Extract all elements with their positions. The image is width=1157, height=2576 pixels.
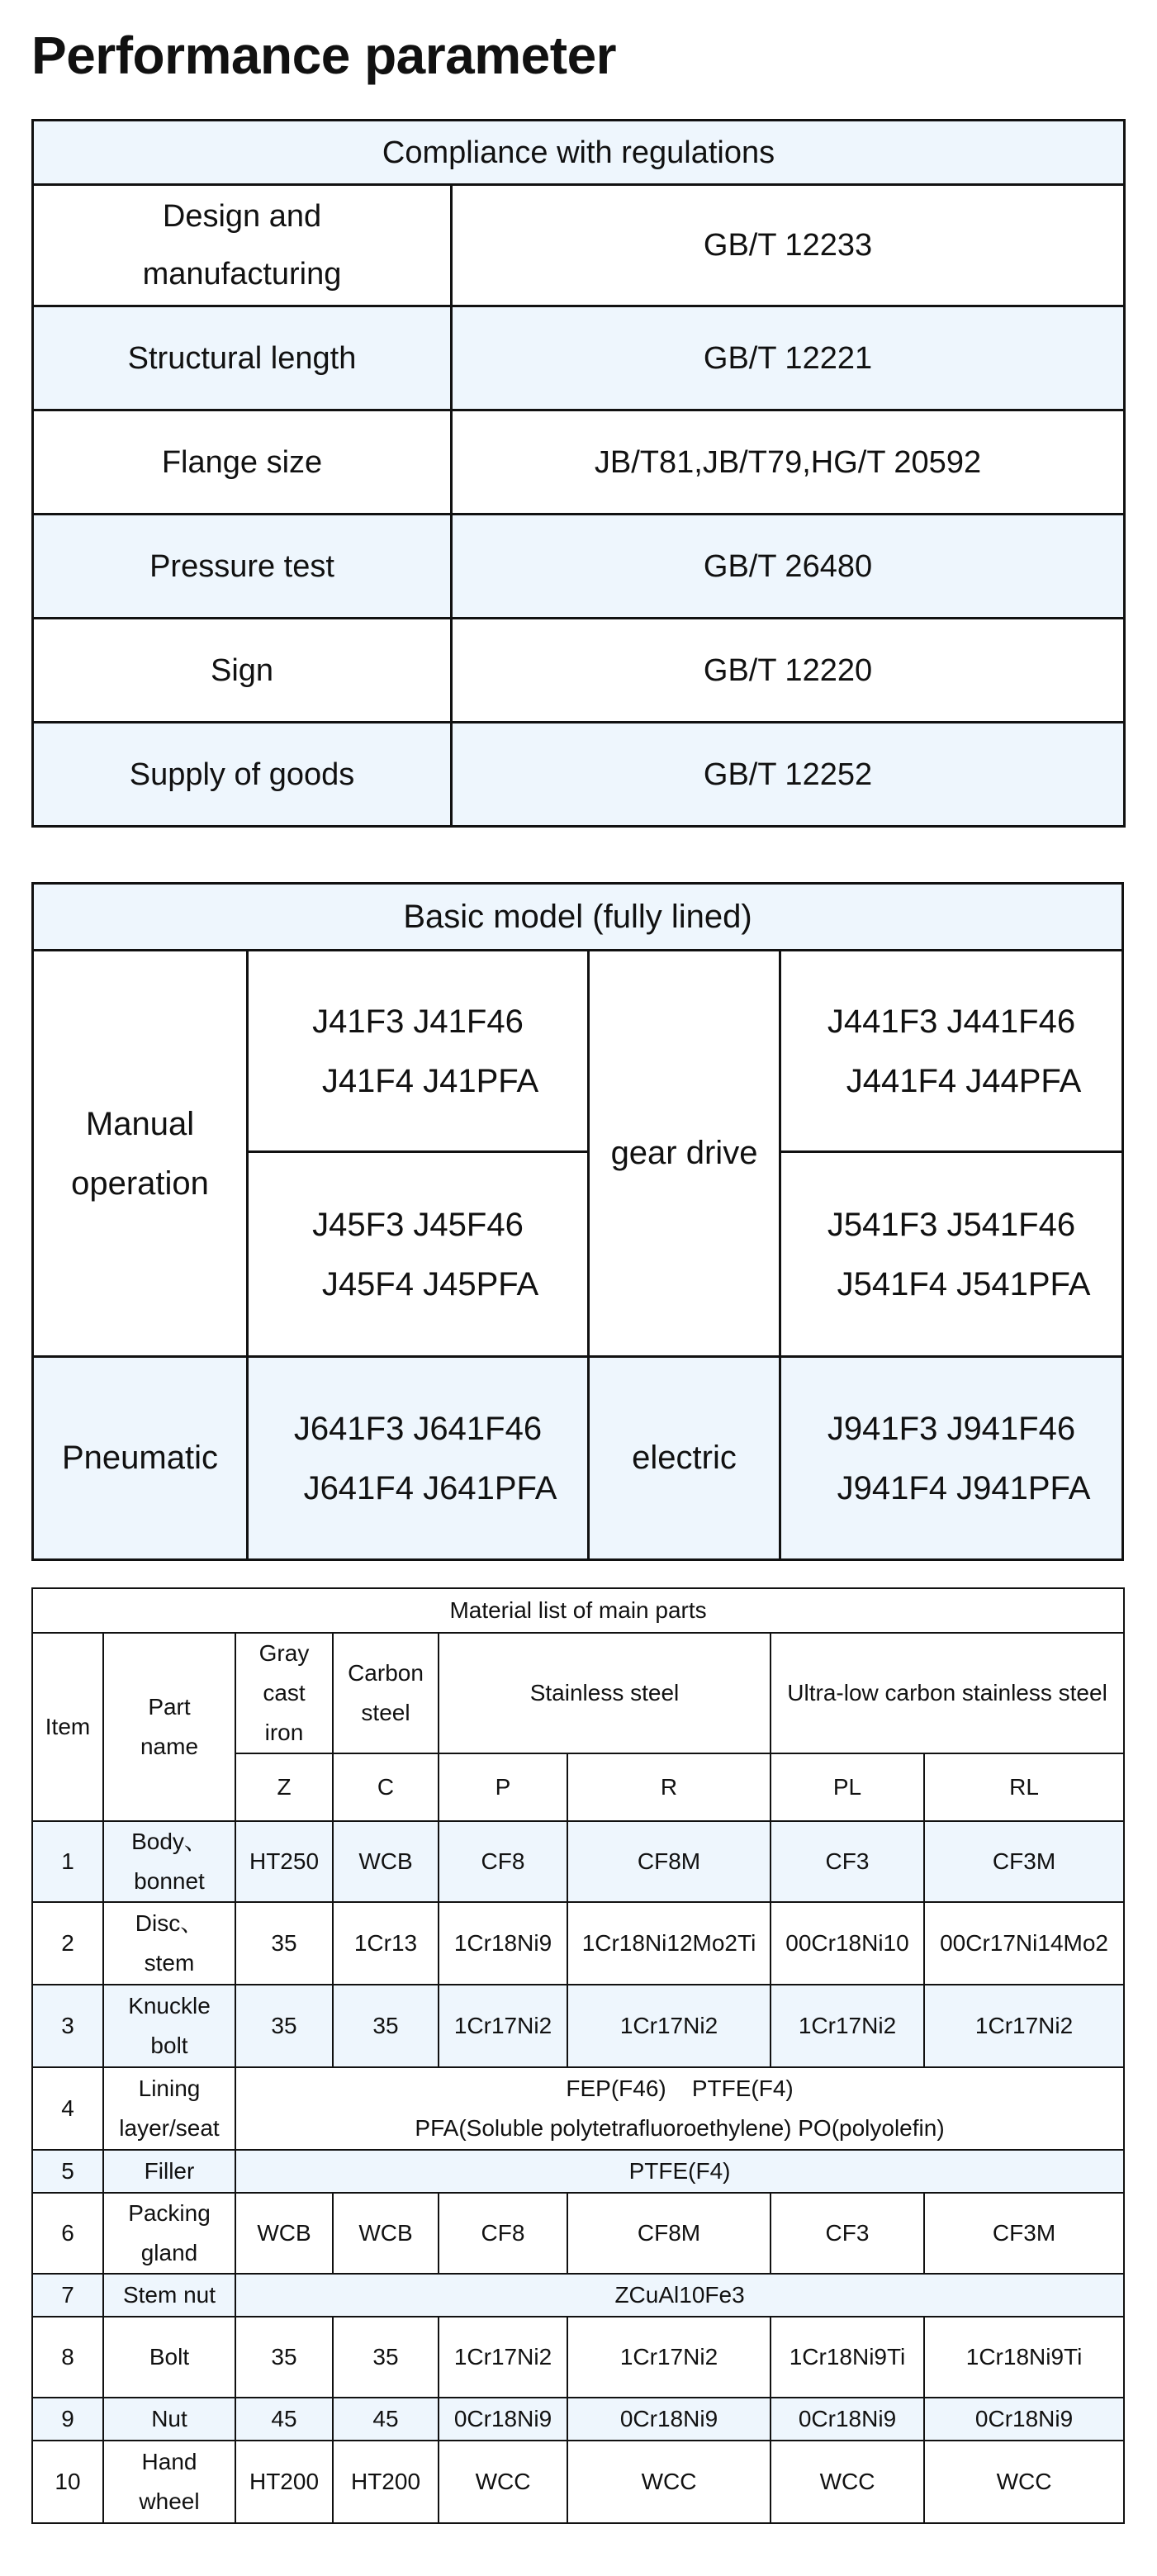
- part-cell: Packing gland: [103, 2193, 235, 2274]
- model-line: J441F4 J44PFA: [846, 1062, 1082, 1099]
- compliance-value: GB/T 12221: [452, 306, 1125, 410]
- material-cell: 35: [235, 2317, 333, 2398]
- table-row: [32, 2067, 1124, 2150]
- basic-model-header: Basic model (fully lined): [33, 884, 1123, 951]
- code-cell: PL: [771, 1753, 924, 1821]
- table-row: [32, 2193, 1124, 2274]
- compliance-value: JB/T81,JB/T79,HG/T 20592: [452, 410, 1125, 515]
- col-carbon-header: Carbon steel: [333, 1633, 439, 1753]
- item-cell: 7: [32, 2274, 103, 2317]
- material-cell: CF3: [771, 1821, 924, 1902]
- material-cell: 1Cr17Ni2: [567, 1985, 771, 2067]
- model-line: J41F4 J41PFA: [321, 1062, 539, 1099]
- material-span-line: FEP(F46) PTFE(F4): [566, 2076, 794, 2101]
- materials-header: Material list of main parts: [32, 1588, 1124, 1633]
- material-cell: WCB: [235, 2193, 333, 2274]
- material-cell: 1Cr18Ni9: [439, 1902, 567, 1985]
- model-line: J941F4 J941PFA: [837, 1469, 1091, 1506]
- material-cell: CF8: [439, 2193, 567, 2274]
- material-cell: CF3: [771, 2193, 924, 2274]
- gear-drive-label: gear drive: [589, 951, 780, 1357]
- page-title: Performance parameter: [31, 26, 617, 85]
- model-cell: [248, 1357, 589, 1560]
- material-cell: 1Cr17Ni2: [771, 1985, 924, 2067]
- material-cell: WCB: [333, 1821, 439, 1902]
- compliance-label: Structural length: [33, 306, 452, 410]
- material-cell: WCC: [439, 2441, 567, 2523]
- item-cell: 6: [32, 2193, 103, 2274]
- material-cell: WCC: [567, 2441, 771, 2523]
- code-cell: R: [567, 1753, 771, 1821]
- material-span-cell: [235, 2274, 1124, 2317]
- code-cell: C: [333, 1753, 439, 1821]
- compliance-value: GB/T 12233: [452, 185, 1125, 306]
- code-cell: P: [439, 1753, 567, 1821]
- material-span-cell: [235, 2150, 1124, 2193]
- table-row: [32, 1902, 1124, 1985]
- code-cell: Z: [235, 1753, 333, 1821]
- col-stainless-header: Stainless steel: [439, 1633, 771, 1753]
- compliance-value: GB/T 12220: [452, 619, 1125, 723]
- material-cell: 1Cr18Ni9Ti: [924, 2317, 1124, 2398]
- material-cell: 1Cr17Ni2: [439, 1985, 567, 2067]
- electric-label: electric: [589, 1357, 780, 1560]
- material-cell: HT250: [235, 1821, 333, 1902]
- col-part-header: Part name: [103, 1633, 235, 1821]
- compliance-label: Design and manufacturing: [33, 185, 452, 306]
- part-cell: Disc、stem: [103, 1902, 235, 1985]
- material-cell: CF8: [439, 1821, 567, 1902]
- material-cell: 45: [333, 2398, 439, 2441]
- part-cell: Filler: [103, 2150, 235, 2193]
- table-row: [32, 2150, 1124, 2193]
- item-cell: 3: [32, 1985, 103, 2067]
- basic-model-table: [31, 882, 1124, 1561]
- col-gray-header: Gray cast iron: [235, 1633, 333, 1753]
- material-span-line: PFA(Soluble polytetrafluoroethylene) PO(polyolefin): [415, 2115, 945, 2141]
- material-span-cell: [235, 2067, 1124, 2150]
- model-cell: [248, 951, 589, 1152]
- material-cell: 1Cr18Ni9Ti: [771, 2317, 924, 2398]
- compliance-label: Supply of goods: [33, 723, 452, 827]
- material-cell: 1Cr17Ni2: [567, 2317, 771, 2398]
- material-cell: 00Cr17Ni14Mo2: [924, 1902, 1124, 1985]
- part-cell: Body、bonnet: [103, 1821, 235, 1902]
- compliance-label: Pressure test: [33, 515, 452, 619]
- model-line: J541F4 J541PFA: [837, 1265, 1091, 1302]
- pneumatic-label: Pneumatic: [33, 1357, 248, 1560]
- model-line: J45F4 J45PFA: [321, 1265, 539, 1302]
- material-cell: 35: [333, 1985, 439, 2067]
- model-line: J45F3 J45F46: [312, 1206, 524, 1243]
- part-cell: Nut: [103, 2398, 235, 2441]
- material-cell: WCB: [333, 2193, 439, 2274]
- table-row: [32, 2398, 1124, 2441]
- material-cell: 1Cr17Ni2: [439, 2317, 567, 2398]
- model-line: J641F4 J641PFA: [303, 1469, 557, 1506]
- part-cell: Lining layer/seat: [103, 2067, 235, 2150]
- material-cell: 00Cr18Ni10: [771, 1902, 924, 1985]
- part-cell: Bolt: [103, 2317, 235, 2398]
- material-span-line: ZCuAl10Fe3: [614, 2282, 745, 2308]
- compliance-value: GB/T 12252: [452, 723, 1125, 827]
- table-row: [32, 2441, 1124, 2523]
- code-cell: RL: [924, 1753, 1124, 1821]
- table-row: [32, 1985, 1124, 2067]
- model-line: J541F3 J541F46: [827, 1206, 1076, 1243]
- compliance-table: [31, 119, 1126, 828]
- model-cell: [780, 951, 1123, 1152]
- material-cell: CF8M: [567, 2193, 771, 2274]
- item-cell: 10: [32, 2441, 103, 2523]
- table-row: [32, 2274, 1124, 2317]
- item-cell: 8: [32, 2317, 103, 2398]
- material-cell: 1Cr13: [333, 1902, 439, 1985]
- material-cell: CF8M: [567, 1821, 771, 1902]
- model-line: J641F3 J641F46: [293, 1410, 543, 1447]
- model-line: J41F3 J41F46: [312, 1003, 524, 1040]
- material-cell: HT200: [333, 2441, 439, 2523]
- item-cell: 1: [32, 1821, 103, 1902]
- item-cell: 9: [32, 2398, 103, 2441]
- material-cell: HT200: [235, 2441, 333, 2523]
- compliance-header: Compliance with regulations: [33, 121, 1125, 185]
- compliance-value: GB/T 26480: [452, 515, 1125, 619]
- part-cell: Stem nut: [103, 2274, 235, 2317]
- material-cell: 0Cr18Ni9: [771, 2398, 924, 2441]
- part-cell: Hand wheel: [103, 2441, 235, 2523]
- model-cell: [780, 1357, 1123, 1560]
- material-cell: 35: [333, 2317, 439, 2398]
- material-cell: 35: [235, 1985, 333, 2067]
- material-cell: CF3M: [924, 1821, 1124, 1902]
- material-cell: 1Cr17Ni2: [924, 1985, 1124, 2067]
- model-line: J441F3 J441F46: [827, 1003, 1076, 1040]
- material-cell: 35: [235, 1902, 333, 1985]
- model-cell: [248, 1152, 589, 1357]
- item-cell: 2: [32, 1902, 103, 1985]
- material-cell: 0Cr18Ni9: [439, 2398, 567, 2441]
- material-span-line: PTFE(F4): [628, 2158, 731, 2184]
- compliance-label: Sign: [33, 619, 452, 723]
- table-row: [32, 1821, 1124, 1902]
- materials-table: [31, 1587, 1125, 2524]
- item-cell: 5: [32, 2150, 103, 2193]
- material-cell: WCC: [924, 2441, 1124, 2523]
- part-cell: Knuckle bolt: [103, 1985, 235, 2067]
- material-cell: CF3M: [924, 2193, 1124, 2274]
- material-cell: 45: [235, 2398, 333, 2441]
- manual-operation-label: Manual operation: [33, 951, 248, 1357]
- table-row: [32, 2317, 1124, 2398]
- material-cell: WCC: [771, 2441, 924, 2523]
- material-cell: 0Cr18Ni9: [567, 2398, 771, 2441]
- item-cell: 4: [32, 2067, 103, 2150]
- col-ultra-header: Ultra-low carbon stainless steel: [771, 1633, 1124, 1753]
- compliance-label: Flange size: [33, 410, 452, 515]
- model-cell: [780, 1152, 1123, 1357]
- material-cell: 0Cr18Ni9: [924, 2398, 1124, 2441]
- model-line: J941F3 J941F46: [827, 1410, 1076, 1447]
- col-item-header: Item: [32, 1633, 103, 1821]
- material-cell: 1Cr18Ni12Mo2Ti: [567, 1902, 771, 1985]
